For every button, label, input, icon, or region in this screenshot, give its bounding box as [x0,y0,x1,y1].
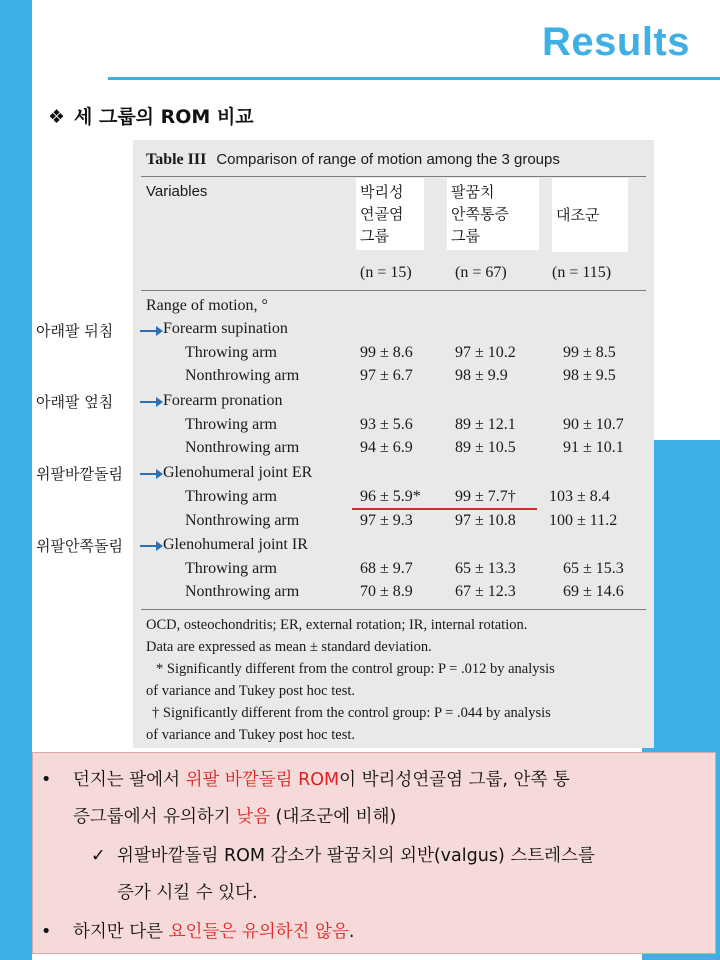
group-header-line: 연골염 [360,205,404,223]
arrow-right-icon [140,545,157,547]
table-cell: 68 ± 9.7 [360,560,413,577]
group-header-control [552,178,628,252]
table-cell: 97 ± 6.7 [360,367,413,384]
rom-table [133,140,654,748]
table-caption: Comparison of range of motion among the 3 groups [216,151,560,168]
bullet-icon: • [41,922,52,942]
table-cell: 100 ± 11.2 [549,512,618,529]
group-header-line: 안쪽통증 [451,205,509,223]
highlight-text: 요인들은 유의하진 않음 [168,922,349,942]
group-header-elbow [447,178,539,250]
table-cell: 96 ± 5.9* [360,488,421,505]
text-run: 이 박리성연골염 그룹, 안쪽 통 [339,770,570,790]
table-label: Table III [146,151,207,168]
section-heading [48,102,254,129]
bullet-icon: • [41,770,52,790]
table-cell: 97 ± 9.3 [360,512,413,529]
footnote: of variance and Tukey post hoc test. [146,683,356,699]
text-run: . [348,922,355,942]
n-value-elbow: (n = 67) [455,264,507,281]
group-name: Forearm pronation [163,392,283,409]
summary-subpoint-line-2: 증가 시킬 수 있다. [117,883,258,903]
table-cell: 65 ± 15.3 [563,560,624,577]
table-top-rule [141,176,646,177]
annotation-supination: 아래팔 뒤침 [32,318,117,343]
text-run: 증그룹에서 유의하기 [73,807,237,827]
row-label: Throwing arm [185,344,277,361]
summary-point-1-line-2 [73,800,396,835]
table-cell: 103 ± 8.4 [549,488,610,505]
row-label: Throwing arm [185,416,277,433]
group-name: Forearm supination [163,320,288,337]
row-label: Nonthrowing arm [185,439,300,456]
table-cell: 70 ± 8.9 [360,583,413,600]
text-run: 하지만 다른 [73,922,169,942]
table-cell: 99 ± 8.6 [360,344,413,361]
table-cell: 65 ± 13.3 [455,560,516,577]
table-cell: 99 ± 7.7† [455,488,516,505]
title-underline [108,77,720,80]
row-label: Nonthrowing arm [185,512,300,529]
slide-title: Results [542,20,690,64]
table-cell: 97 ± 10.8 [455,512,516,529]
row-label: Nonthrowing arm [185,583,300,600]
summary-subpoint-line-1: 위팔바깥돌림 ROM 감소가 팔꿈치의 외반(valgus) 스트레스를 [117,846,595,866]
group-name: Glenohumeral joint ER [163,464,313,481]
footnote: Data are expressed as mean ± standard deviation. [146,639,432,655]
checkmark-icon: ✓ [91,846,106,866]
table-cell: 97 ± 10.2 [455,344,516,361]
annotation-pronation: 아래팔 엎침 [32,389,117,414]
table-cell: 94 ± 6.9 [360,439,413,456]
section-heading-text: 세 그룹의 ROM 비교 [74,106,254,128]
annotation-internal-rotation: 위팔안쪽돌림 [32,533,127,558]
table-title [146,151,560,169]
group-header-ocd [356,178,424,250]
highlight-text: 위팔 바깥돌림 ROM [185,770,340,790]
left-accent-bar [0,0,32,960]
text-run: (대조군에 비해) [270,807,397,827]
table-cell: 69 ± 14.6 [563,583,624,600]
highlight-underline [352,508,537,510]
table-cell: 99 ± 8.5 [563,344,616,361]
n-value-ocd: (n = 15) [360,264,412,281]
table-cell: 89 ± 12.1 [455,416,516,433]
table-cell: 98 ± 9.5 [563,367,616,384]
row-label: Throwing arm [185,560,277,577]
group-header-line: 대조군 [556,206,600,224]
highlight-text: 낮음 [236,807,271,827]
group-name: Glenohumeral joint IR [163,536,308,553]
table-cell: 93 ± 5.6 [360,416,413,433]
group-header-line: 팔꿈치 [451,183,495,201]
table-header-rule [141,290,646,291]
group-header-line: 그룹 [360,227,389,245]
footnote: * Significantly different from the control group: P = .012 by analysis [156,661,555,677]
row-label: Throwing arm [185,488,277,505]
arrow-right-icon [140,330,157,332]
table-cell: 67 ± 12.3 [455,583,516,600]
variables-header: Variables [146,183,208,200]
table-cell: 89 ± 10.5 [455,439,516,456]
footnote: of variance and Tukey post hoc test. [146,727,356,743]
summary-point-1-line-1 [73,763,570,798]
table-cell: 98 ± 9.9 [455,367,508,384]
text-run: 던지는 팔에서 [73,770,186,790]
arrow-right-icon [140,401,157,403]
arrow-right-icon [140,473,157,475]
row-label: Nonthrowing arm [185,367,300,384]
section-label: Range of motion, ° [146,297,268,314]
footnote: † Significantly different from the control group: P = .044 by analysis [152,705,551,721]
table-cell: 90 ± 10.7 [563,416,624,433]
group-header-line: 박리성 [360,183,404,201]
footnote: OCD, osteochondritis; ER, external rotation; IR, internal rotation. [146,617,528,633]
table-bottom-rule [141,609,646,610]
group-header-line: 그룹 [451,227,480,245]
n-value-control: (n = 115) [552,264,612,281]
diamond-bullet-icon: ❖ [48,106,66,128]
summary-point-2 [73,915,354,950]
annotation-external-rotation: 위팔바깥돌림 [32,461,127,486]
summary-box [32,752,716,954]
table-cell: 91 ± 10.1 [563,439,624,456]
